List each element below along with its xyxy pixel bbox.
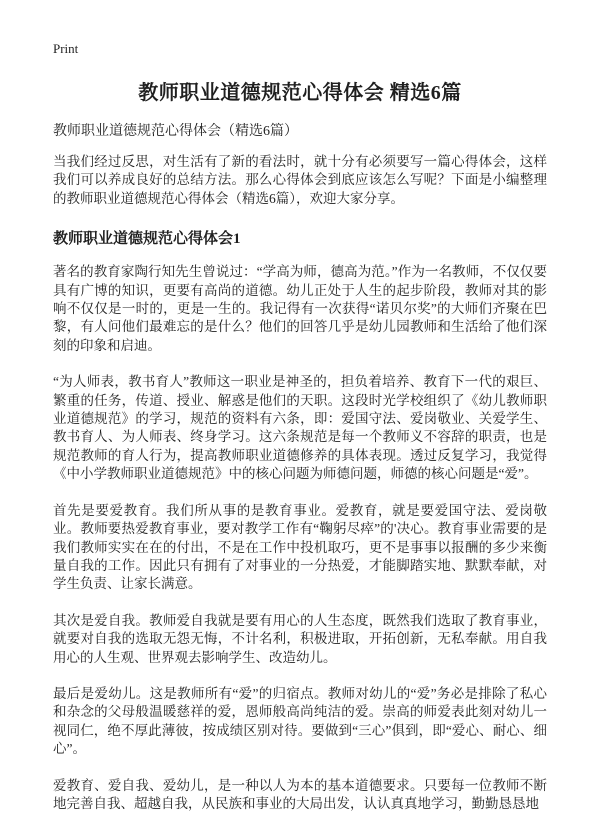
body-paragraph: 著名的教育家陶行知先生曾说过：“学高为师，德高为范。”作为一名教师，不仅仅要具有广博的知识，更要有高尚的道德。幼儿正处于人生的起步阶段，教师对其的影响不仅仅是一时的，更是一生的。我记得有一次获得“诺贝尔奖”的大师们齐聚在巴黎，有人问他们最难忘的是什么？他们的回答几乎是幼儿园教师和生活给了他们深刻的印象和启迪。 bbox=[53, 264, 547, 353]
document-subtitle: 教师职业道德规范心得体会（精选6篇） bbox=[53, 124, 298, 139]
body-paragraph: 其次是爱自我。教师爱自我就是要有用心的人生态度，既然我们选取了教育事业，就要对自我的选取无怨无悔，不计名利，积极进取，开拓创新，无私奉献。用自我用心的人生观、世界观去影响学生、改造幼儿。 bbox=[53, 612, 547, 665]
body-paragraph: 最后是爱幼儿。这是教师所有“爱”的归宿点。教师对幼儿的“爱”务必是排除了私心和杂念的父母般温暖慈祥的爱，恩师般高尚纯洁的爱。崇高的师爱表此刻对幼儿一视同仁，绝不厚此薄彼，按成绩区别对待。要做到“三心”俱到，即“爱心、耐心、细心”。 bbox=[53, 685, 547, 757]
body-paragraph: 首先是要爱教育。我们所从事的是教育事业。爱教育，就是要爱国守法、爱岗敬业。教师要热爱教育事业，要对教学工作有“鞠躬尽瘁”的'决心。教育事业需要的是我们教师实实在在的付出，不是在工作中投机取巧，更不是事事以报酬的多少来衡量自我的工作。因此只有拥有了对事业的一分热爱，才能脚踏实地、默默奉献，对学生负责、让家长满意。 bbox=[53, 502, 547, 592]
intro-paragraph: 当我们经过反思，对生活有了新的看法时，就十分有必须要写一篇心得体会，这样我们可以养成良好的总结方法。那么心得体会到底应该怎么写呢？下面是小编整理的教师职业道德规范心得体会（精选6篇），欢迎大家分享。 bbox=[53, 154, 547, 206]
page-title: 教师职业道德规范心得体会 精选6篇 bbox=[138, 82, 462, 104]
body-paragraph: “为人师表，教书育人”教师这一职业是神圣的，担负着培养、教育下一代的艰巨、繁重的任务，传道、授业、解惑是他们的天职。这段时光学校组织了《幼儿教师职业道德规范》的学习，规范的资料有六条，即：爱国守法、爱岗敬业、关爱学生、教书育人、为人师表、终身学习。这六条规范是每一个教师义不容辞的职责，也是规范教师的育人行为，提高教师职业道德修养的具体表现。透过反复学习，我觉得《中小学教师职业道德规范》中的核心问题为师德问题，师德的核心问题是“爱”。 bbox=[53, 374, 547, 482]
body-paragraph: 爱教育、爱自我、爱幼儿，是一种以人为本的基本道德要求。只要每一位教师不断地完善自我、超越自我，从民族和事业的大局出发，认认真真地学习，勤勤恳恳地 bbox=[53, 777, 547, 811]
section-heading: 教师职业道德规范心得体会1 bbox=[53, 231, 241, 248]
print-link[interactable]: Print bbox=[53, 41, 79, 56]
